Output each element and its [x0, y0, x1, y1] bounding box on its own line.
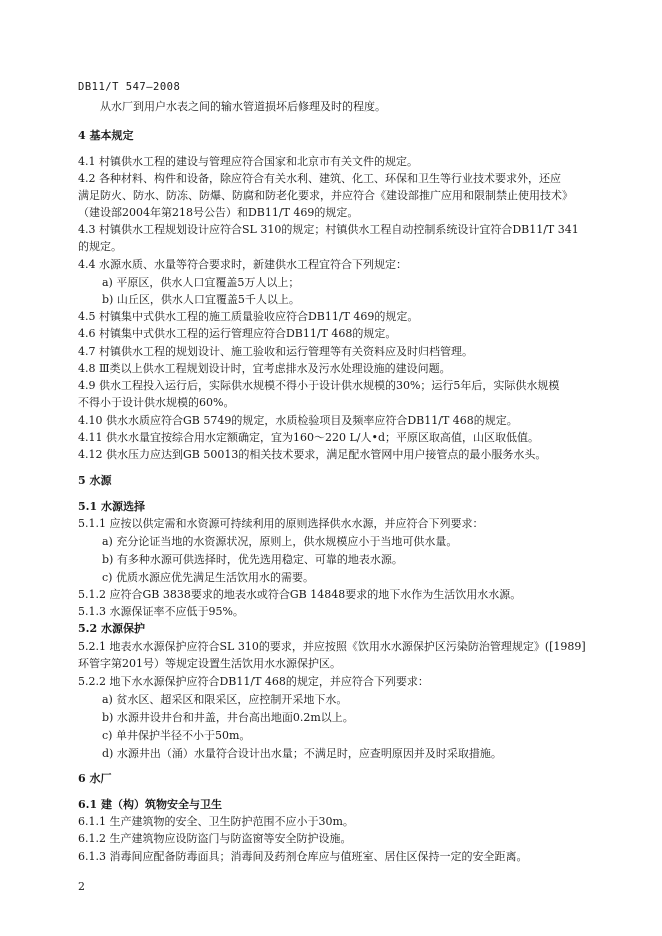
clause-5-2-1: 5.2.1 地表水水源保护应符合SL 310的要求，并应按照《饮用水水源保护区污染防治管理规定》([1989]	[78, 640, 586, 653]
clause-4-12: 4.12 供水压力应达到GB 50013的相关技术要求，满足配水管网中用户接管点的最小服务水头。	[78, 448, 547, 461]
list-item: d) 水源井出（涌）水量符合设计出水量；不满足时，应查明原因并及时采取措施。	[102, 747, 502, 760]
clause-5-1-1: 5.1.1 应按以供定需和水资源可持续利用的原则选择供水水源，并应符合下列要求：	[78, 517, 484, 530]
clause-4-11: 4.11 供水水量宜按综合用水定额确定，宜为160～220 L/人•d；平原区取高值，山区取低值。	[78, 431, 540, 444]
clause-4-6: 4.6 村镇集中式供水工程的运行管理应符合DB11/T 468的规定。	[78, 327, 397, 340]
subsection-heading-5-2: 5.2 水源保护	[78, 622, 145, 635]
list-item: c) 单井保护半径不小于50m。	[102, 729, 251, 742]
clause-4-2: 4.2 各种材料、构件和设备，除应符合有关水利、建筑、化工、环保和卫生等行业技术要求外，还应	[78, 172, 561, 185]
clause-6-1-1: 6.1.1 生产建筑物的安全、卫生防护范围不应小于30m。	[78, 815, 354, 828]
clause-4-7: 4.7 村镇供水工程的规划设计、施工验收和运行管理等有关资料应及时归档管理。	[78, 345, 473, 358]
clause-4-5: 4.5 村镇集中式供水工程的施工质量验收应符合DB11/T 469的规定。	[78, 310, 419, 323]
section-heading-6: 6 水厂	[78, 772, 112, 785]
list-item: a) 平原区，供水人口宜覆盖5万人以上；	[102, 276, 300, 289]
clause-4-4: 4.4 水源水质、水量等符合要求时，新建供水工程宜符合下列规定：	[78, 258, 407, 271]
list-item: b) 山丘区，供水人口宜覆盖5千人以上。	[102, 293, 300, 306]
subsection-heading-6-1: 6.1 建（构）筑物安全与卫生	[78, 798, 222, 811]
paragraph-line: 不得小于设计供水规模的60%。	[78, 396, 235, 409]
section-heading-5: 5 水源	[78, 474, 112, 487]
clause-4-3: 4.3 村镇供水工程规划设计应符合SL 310的规定；村镇供水工程自动控制系统设计宜符合DB11/T 341	[78, 223, 579, 236]
clause-6-1-3: 6.1.3 消毒间应配备防毒面具；消毒间及药剂仓库应与值班室、居住区保持一定的安全距离。	[78, 850, 528, 863]
clause-4-9: 4.9 供水工程投入运行后，实际供水规模不得小于设计供水规模的30%；运行5年后，实际供水规模	[78, 379, 560, 392]
section-heading-4: 4 基本规定	[78, 129, 134, 142]
clause-4-10: 4.10 供水水质应符合GB 5749的规定，水质检验项目及频率应符合DB11/T 468的规定。	[78, 414, 518, 427]
clause-4-1: 4.1 村镇供水工程的建设与管理应符合国家和北京市有关文件的规定。	[78, 155, 418, 168]
paragraph-line: 从水厂到用户水表之间的输水管道损坏后修理及时的程度。	[100, 100, 386, 113]
subsection-heading-5-1: 5.1 水源选择	[78, 500, 145, 513]
list-item: a) 充分论证当地的水资源状况，原则上，供水规模应小于当地可供水量。	[102, 535, 458, 548]
standard-code-header: DB11/T 547—2008	[78, 81, 181, 93]
paragraph-line: 满足防火、防水、防冻、防爆、防腐和防老化要求，并应符合《建设部推广应用和限制禁止使用技术》	[78, 189, 573, 202]
list-item: c) 优质水源应优先满足生活饮用水的需要。	[102, 571, 314, 584]
clause-5-1-2: 5.1.2 应符合GB 3838要求的地表水或符合GB 14848要求的地下水作为生活饮用水水源。	[78, 588, 522, 601]
clause-6-1-2: 6.1.2 生产建筑物应设防盗门与防盗窗等安全防护设施。	[78, 832, 352, 845]
paragraph-line: 环管字第201号）等规定设置生活饮用水水源保护区。	[78, 657, 341, 670]
clause-4-8: 4.8 Ⅲ类以上供水工程规划设计时，宜考虑排水及污水处理设施的建设问题。	[78, 362, 451, 375]
list-item: b) 水源井设井台和井盖，井台高出地面0.2m以上。	[102, 711, 354, 724]
paragraph-line: （建设部2004年第218号公告）和DB11/T 469的规定。	[78, 206, 359, 219]
clause-5-1-3: 5.1.3 水源保证率不应低于95%。	[78, 605, 244, 618]
list-item: b) 有多种水源可供选择时，优先选用稳定、可靠的地表水源。	[102, 553, 403, 566]
clause-5-2-2: 5.2.2 地下水水源保护应符合DB11/T 468的规定，并应符合下列要求：	[78, 675, 429, 688]
paragraph-line: 的规定。	[78, 240, 122, 253]
page-number: 2	[78, 880, 85, 893]
list-item: a) 贫水区、超采区和限采区，应控制开采地下水。	[102, 693, 348, 706]
